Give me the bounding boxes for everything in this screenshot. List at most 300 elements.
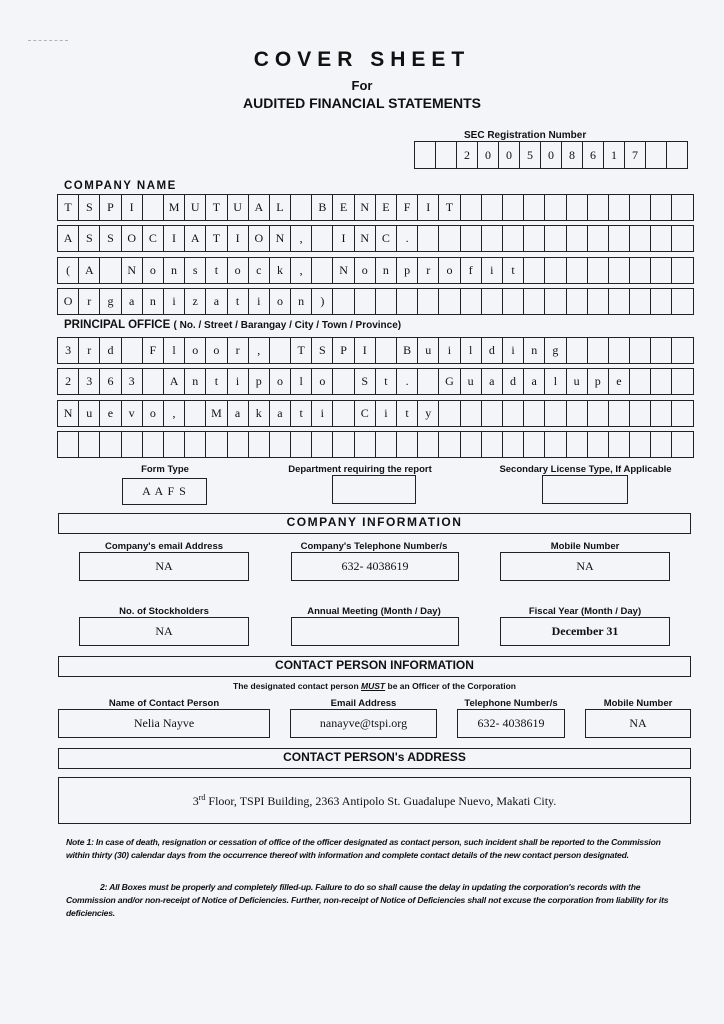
char-cell[interactable] [502,431,524,458]
char-cell[interactable] [566,400,588,427]
char-cell[interactable] [671,225,693,252]
char-cell[interactable] [650,368,672,395]
char-cell[interactable] [375,288,397,315]
sec-digit-cell[interactable]: 0 [477,141,499,169]
stockholders-box[interactable]: NA [79,617,249,646]
char-cell[interactable]: S [78,225,100,252]
char-cell[interactable] [417,431,439,458]
char-cell[interactable]: i [438,337,460,364]
char-cell[interactable] [587,337,609,364]
char-cell[interactable] [502,400,524,427]
char-cell[interactable] [311,257,333,284]
char-cell[interactable]: r [78,337,100,364]
char-cell[interactable] [227,431,249,458]
company-email-label: Company's email Address [104,541,224,552]
form-type-label: Form Type [141,464,189,475]
principal-office-label [64,319,401,331]
char-cell[interactable]: P [99,194,121,221]
char-cell[interactable] [544,225,566,252]
char-cell[interactable]: u [460,368,482,395]
char-cell[interactable] [629,257,651,284]
char-cell[interactable]: f [460,257,482,284]
char-cell[interactable] [481,431,503,458]
char-cell[interactable]: M [163,194,185,221]
contact-email-box[interactable]: nanayve@tspi.org [290,709,437,738]
char-cell[interactable]: l [544,368,566,395]
char-cell[interactable] [671,431,693,458]
char-cell[interactable]: O [121,225,143,252]
sec-registration-grid[interactable] [414,141,688,169]
char-cell[interactable] [523,257,545,284]
company-email-box[interactable]: NA [79,552,249,581]
char-cell[interactable] [671,288,693,315]
char-cell[interactable]: S [354,368,376,395]
char-cell[interactable] [99,257,121,284]
char-cell[interactable] [121,337,143,364]
sec-digit-cell[interactable]: 0 [540,141,562,169]
company-info-heading: COMPANY INFORMATION [58,513,691,534]
char-cell[interactable] [671,257,693,284]
char-cell[interactable] [354,288,376,315]
char-cell[interactable]: F [142,337,164,364]
char-cell[interactable]: ) [311,288,333,315]
char-cell[interactable]: i [502,337,524,364]
char-cell[interactable] [566,257,588,284]
char-cell[interactable]: , [248,337,270,364]
char-cell[interactable]: 2 [57,368,79,395]
form-type-box[interactable]: A A F S [122,478,207,505]
char-cell[interactable]: E [332,194,354,221]
char-cell[interactable] [460,431,482,458]
char-cell[interactable]: o [184,337,206,364]
char-cell[interactable] [650,257,672,284]
char-cell[interactable] [121,431,143,458]
char-cell[interactable] [650,400,672,427]
char-cell[interactable]: t [396,400,418,427]
char-cell[interactable] [523,400,545,427]
char-cell[interactable]: 6 [99,368,121,395]
char-cell[interactable] [650,288,672,315]
sec-digit-cell[interactable]: 7 [624,141,646,169]
char-cell[interactable] [544,288,566,315]
secondary-license-box[interactable] [542,475,628,504]
char-cell[interactable] [460,225,482,252]
char-cell[interactable]: p [587,368,609,395]
char-cell[interactable] [396,431,418,458]
char-cell[interactable]: l [290,368,312,395]
char-cell[interactable]: n [523,337,545,364]
char-cell[interactable] [587,194,609,221]
char-cell[interactable]: S [78,194,100,221]
char-cell[interactable]: i [375,400,397,427]
char-cell[interactable] [608,431,630,458]
char-cell[interactable]: N [354,225,376,252]
contact-address-heading: CONTACT PERSON's ADDRESS [58,748,691,769]
char-cell[interactable] [566,431,588,458]
char-cell[interactable] [205,431,227,458]
char-cell[interactable]: a [205,288,227,315]
char-cell[interactable]: ( [57,257,79,284]
char-cell[interactable] [311,431,333,458]
char-cell[interactable]: t [290,400,312,427]
char-cell[interactable] [629,194,651,221]
char-cell[interactable]: F [396,194,418,221]
char-cell[interactable] [438,225,460,252]
char-cell[interactable] [142,431,164,458]
char-cell[interactable] [629,288,651,315]
char-cell[interactable]: T [438,194,460,221]
char-cell[interactable]: A [57,225,79,252]
char-cell[interactable] [460,194,482,221]
company-mobile-label: Mobile Number [550,541,620,552]
char-cell[interactable] [608,194,630,221]
company-name-row[interactable] [57,257,694,284]
char-cell[interactable] [290,194,312,221]
char-cell[interactable]: o [205,337,227,364]
char-cell[interactable]: M [205,400,227,427]
char-cell[interactable]: o [142,400,164,427]
char-cell[interactable]: k [269,257,291,284]
char-cell[interactable]: A [163,368,185,395]
char-cell[interactable]: I [163,225,185,252]
char-cell[interactable] [587,400,609,427]
char-cell[interactable]: o [142,257,164,284]
char-cell[interactable] [502,194,524,221]
char-cell[interactable] [269,337,291,364]
char-cell[interactable] [650,431,672,458]
contact-note-pre: The designated contact person [233,681,362,691]
char-cell[interactable]: I [332,225,354,252]
char-cell[interactable] [269,431,291,458]
char-cell[interactable] [544,400,566,427]
char-cell[interactable]: U [184,194,206,221]
char-cell[interactable]: L [269,194,291,221]
sec-digit-cell[interactable]: 0 [498,141,520,169]
char-cell[interactable]: 3 [121,368,143,395]
char-cell[interactable]: o [354,257,376,284]
char-cell[interactable] [650,225,672,252]
char-cell[interactable]: S [311,337,333,364]
char-cell[interactable]: P [332,337,354,364]
char-cell[interactable]: p [396,257,418,284]
char-cell[interactable]: A [184,225,206,252]
char-cell[interactable]: I [354,337,376,364]
sec-digit-cell[interactable] [435,141,457,169]
char-cell[interactable]: n [142,288,164,315]
char-cell[interactable] [248,431,270,458]
char-cell[interactable] [587,288,609,315]
char-cell[interactable]: u [78,400,100,427]
char-cell[interactable]: k [248,400,270,427]
char-cell[interactable] [375,431,397,458]
char-cell[interactable] [629,368,651,395]
char-cell[interactable]: o [227,257,249,284]
char-cell[interactable] [481,225,503,252]
char-cell[interactable]: B [396,337,418,364]
char-cell[interactable]: N [121,257,143,284]
company-name-row[interactable] [57,288,694,315]
char-cell[interactable]: C [375,225,397,252]
char-cell[interactable] [523,431,545,458]
company-name-row[interactable] [57,225,694,252]
char-cell[interactable] [587,257,609,284]
char-cell[interactable]: g [544,337,566,364]
char-cell[interactable] [332,431,354,458]
contact-note-post: be an Officer of the Corporation [385,681,516,691]
char-cell[interactable]: U [227,194,249,221]
char-cell[interactable]: d [481,337,503,364]
page-for: For [351,78,373,93]
char-cell[interactable] [671,368,693,395]
char-cell[interactable] [671,400,693,427]
char-cell[interactable] [566,225,588,252]
char-cell[interactable] [629,225,651,252]
char-cell[interactable] [481,194,503,221]
char-cell[interactable] [629,431,651,458]
char-cell[interactable] [608,288,630,315]
char-cell[interactable]: 3 [57,337,79,364]
char-cell[interactable] [523,288,545,315]
char-cell[interactable] [544,194,566,221]
page-title: COVER SHEET [253,48,471,71]
char-cell[interactable] [99,431,121,458]
char-cell[interactable]: t [375,368,397,395]
fiscal-year-box[interactable]: December 31 [500,617,670,646]
char-cell[interactable]: a [121,288,143,315]
char-cell[interactable] [544,257,566,284]
principal-office-row[interactable] [57,400,694,427]
char-cell[interactable]: i [481,257,503,284]
char-cell[interactable]: G [438,368,460,395]
char-cell[interactable] [57,431,79,458]
char-cell[interactable] [566,194,588,221]
char-cell[interactable]: r [78,288,100,315]
sec-digit-cell[interactable] [645,141,667,169]
char-cell[interactable]: d [502,368,524,395]
char-cell[interactable] [629,400,651,427]
char-cell[interactable]: N [57,400,79,427]
address-sup: rd [198,792,206,802]
char-cell[interactable]: C [354,400,376,427]
char-cell[interactable]: i [227,368,249,395]
principal-office-sublabel: ( No. / Street / Barangay / City / Town / Province) [173,320,402,331]
char-cell[interactable] [544,431,566,458]
char-cell[interactable] [587,431,609,458]
char-cell[interactable]: o [311,368,333,395]
char-cell[interactable] [417,288,439,315]
char-cell[interactable] [523,225,545,252]
contact-info-heading: CONTACT PERSON INFORMATION [58,656,691,677]
company-tel-box[interactable]: 632- 4038619 [291,552,459,581]
char-cell[interactable] [587,225,609,252]
char-cell[interactable] [78,431,100,458]
principal-office-title: PRINCIPAL OFFICE [64,319,171,331]
char-cell[interactable]: o [438,257,460,284]
char-cell[interactable] [396,288,418,315]
note-2: 2: All Boxes must be properly and completely filled-up. Failure to do so shall cause the delay in updating the corporation's records with the Commission and/or non-receipt of Notice of Deficiencies. Further, non-receipt of Notice of Deficiencies shall not excuse the corporation from liability for its deficiencies. [66,882,669,918]
char-cell[interactable]: c [248,257,270,284]
char-cell[interactable]: . [396,225,418,252]
char-cell[interactable]: N [269,225,291,252]
contact-name-box[interactable]: Nelia Nayve [58,709,270,738]
principal-office-row[interactable] [57,337,694,364]
annual-meeting-box[interactable] [291,617,459,646]
char-cell[interactable]: a [523,368,545,395]
char-cell[interactable]: n [184,368,206,395]
char-cell[interactable]: t [205,257,227,284]
contact-name-label: Name of Contact Person [108,698,220,709]
char-cell[interactable] [142,194,164,221]
company-name-row[interactable] [57,194,694,221]
char-cell[interactable]: I [121,194,143,221]
char-cell[interactable]: T [57,194,79,221]
contact-address-text [193,793,557,809]
char-cell[interactable] [671,194,693,221]
char-cell[interactable]: n [163,257,185,284]
char-cell[interactable] [481,400,503,427]
char-cell[interactable] [311,225,333,252]
char-cell[interactable] [650,194,672,221]
char-cell[interactable] [290,431,312,458]
char-cell[interactable]: A [248,194,270,221]
char-cell[interactable] [438,431,460,458]
char-cell[interactable] [650,337,672,364]
char-cell[interactable]: d [99,337,121,364]
char-cell[interactable]: a [269,400,291,427]
department-label: Department requiring the report [288,464,432,475]
sec-digit-cell[interactable]: 1 [603,141,625,169]
char-cell[interactable] [417,225,439,252]
char-cell[interactable]: g [99,288,121,315]
char-cell[interactable]: l [163,337,185,364]
sec-digit-cell[interactable] [414,141,436,169]
contact-address-box[interactable] [58,777,691,824]
char-cell[interactable] [142,368,164,395]
char-cell[interactable] [460,400,482,427]
char-cell[interactable] [502,288,524,315]
char-cell[interactable]: e [99,400,121,427]
char-cell[interactable] [332,288,354,315]
contact-note-must: MUST [361,681,386,691]
char-cell[interactable]: 3 [78,368,100,395]
char-cell[interactable]: l [460,337,482,364]
char-cell[interactable] [566,337,588,364]
principal-office-row[interactable] [57,368,694,395]
char-cell[interactable]: z [184,288,206,315]
char-cell[interactable]: i [163,288,185,315]
sec-digit-cell[interactable]: 5 [519,141,541,169]
char-cell[interactable]: N [354,194,376,221]
char-cell[interactable]: p [248,368,270,395]
char-cell[interactable] [375,337,397,364]
char-cell[interactable] [608,257,630,284]
char-cell[interactable] [184,431,206,458]
char-cell[interactable]: n [290,288,312,315]
char-cell[interactable]: o [269,368,291,395]
sec-digit-cell[interactable] [666,141,688,169]
char-cell[interactable] [438,288,460,315]
char-cell[interactable]: C [142,225,164,252]
char-cell[interactable] [523,194,545,221]
char-cell[interactable] [671,337,693,364]
char-cell[interactable]: a [227,400,249,427]
char-cell[interactable]: v [121,400,143,427]
contact-tel-label: Telephone Number/s [464,698,558,709]
char-cell[interactable] [481,288,503,315]
char-cell[interactable]: i [248,288,270,315]
char-cell[interactable]: a [481,368,503,395]
char-cell[interactable] [332,400,354,427]
char-cell[interactable] [608,400,630,427]
char-cell[interactable]: S [99,225,121,252]
sec-digit-cell[interactable]: 8 [561,141,583,169]
char-cell[interactable]: , [290,257,312,284]
char-cell[interactable] [438,400,460,427]
char-cell[interactable]: n [375,257,397,284]
char-cell[interactable]: T [290,337,312,364]
char-cell[interactable] [332,368,354,395]
char-cell[interactable]: A [78,257,100,284]
char-cell[interactable] [629,337,651,364]
char-cell[interactable] [417,368,439,395]
char-cell[interactable] [163,431,185,458]
char-cell[interactable]: u [417,337,439,364]
char-cell[interactable]: I [417,194,439,221]
char-cell[interactable]: u [566,368,588,395]
char-cell[interactable]: N [332,257,354,284]
char-cell[interactable]: , [163,400,185,427]
char-cell[interactable] [608,225,630,252]
char-cell[interactable]: t [205,368,227,395]
char-cell[interactable] [354,431,376,458]
contact-mobile-box[interactable]: NA [585,709,691,738]
department-box[interactable] [332,475,416,504]
address-ord: 3 [192,793,199,808]
char-cell[interactable]: I [227,225,249,252]
char-cell[interactable]: O [248,225,270,252]
char-cell[interactable] [460,288,482,315]
char-cell[interactable] [608,337,630,364]
char-cell[interactable]: i [311,400,333,427]
company-mobile-box[interactable]: NA [500,552,670,581]
char-cell[interactable]: o [269,288,291,315]
char-cell[interactable]: y [417,400,439,427]
char-cell[interactable] [566,288,588,315]
char-cell[interactable]: O [57,288,79,315]
char-cell[interactable]: , [290,225,312,252]
char-cell[interactable]: T [205,194,227,221]
char-cell[interactable]: t [227,288,249,315]
sec-digit-cell[interactable]: 6 [582,141,604,169]
char-cell[interactable]: s [184,257,206,284]
char-cell[interactable]: B [311,194,333,221]
contact-email-label: Email Address [330,698,397,709]
annual-meeting-label: Annual Meeting (Month / Day) [307,606,441,617]
company-name-label: COMPANY NAME [64,180,177,192]
sec-digit-cell[interactable]: 2 [456,141,478,169]
char-cell[interactable]: e [608,368,630,395]
char-cell[interactable] [184,400,206,427]
contact-tel-box[interactable]: 632- 4038619 [457,709,565,738]
char-cell[interactable]: r [417,257,439,284]
char-cell[interactable]: t [502,257,524,284]
principal-office-row[interactable] [57,431,694,458]
char-cell[interactable]: T [205,225,227,252]
char-cell[interactable]: E [375,194,397,221]
char-cell[interactable]: r [227,337,249,364]
char-cell[interactable]: . [396,368,418,395]
char-cell[interactable] [502,225,524,252]
